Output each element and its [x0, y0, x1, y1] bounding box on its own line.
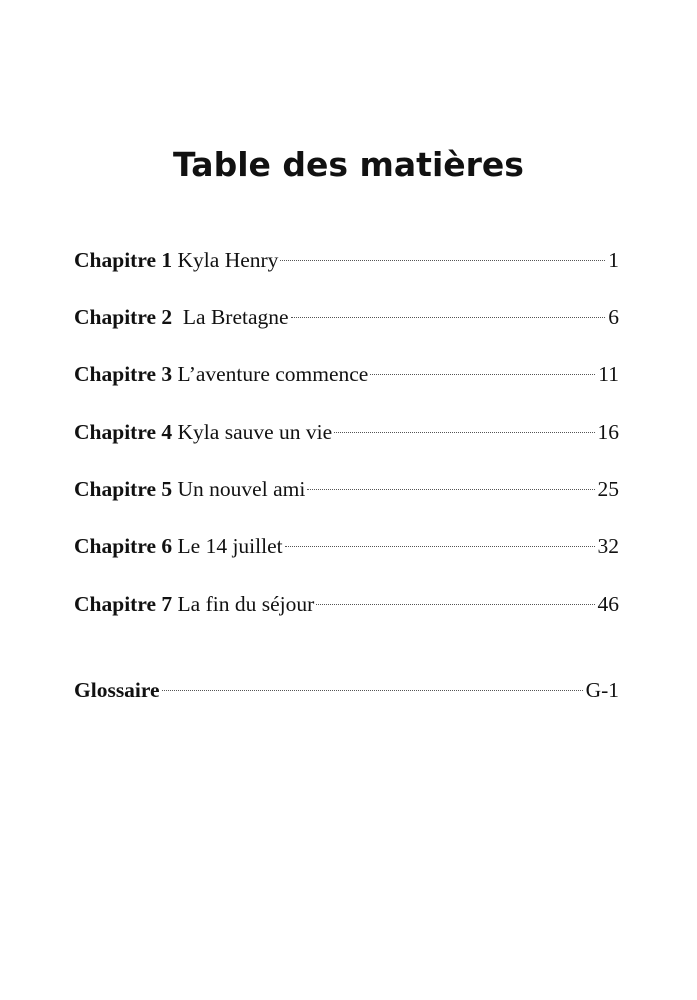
page-number: 1 [608, 248, 619, 272]
page-number: 25 [597, 477, 619, 501]
chapter-label: Chapitre 7 [74, 592, 173, 616]
chapter-title: La Bretagne [177, 305, 289, 329]
chapter-title: La fin du séjour [177, 592, 315, 616]
dot-leader [285, 546, 595, 547]
page-number: 6 [608, 305, 619, 329]
toc-entry-chapter-1 [74, 244, 619, 276]
toc-entry-chapter-5 [74, 473, 619, 505]
chapter-label: Chapitre 4 [74, 420, 173, 444]
dot-leader [280, 260, 605, 261]
chapter-title: L’aventure commence [177, 362, 369, 386]
dot-leader [370, 374, 595, 375]
page-number: 46 [597, 592, 619, 616]
chapter-title: Un nouvel ami [177, 477, 306, 501]
glossary-label: Glossaire [74, 678, 160, 702]
page-number: 11 [598, 362, 619, 386]
page-number: G-1 [585, 678, 619, 702]
chapter-label: Chapitre 5 [74, 477, 173, 501]
chapter-label: Chapitre 1 [74, 248, 173, 272]
chapter-title: Kyla sauve un vie [177, 420, 333, 444]
chapter-label: Chapitre 2 [74, 305, 173, 329]
toc-entry-chapter-2 [74, 301, 619, 333]
toc-entry-chapter-7 [74, 588, 619, 620]
toc-entry-chapter-3 [74, 358, 619, 390]
chapter-label: Chapitre 3 [74, 362, 173, 386]
chapter-title: Le 14 juillet [177, 534, 283, 558]
page-number: 32 [597, 534, 619, 558]
dot-leader [291, 317, 606, 318]
toc-entry-chapter-4 [74, 416, 619, 448]
dot-leader [334, 432, 594, 433]
chapter-title: Kyla Henry [177, 248, 279, 272]
page-number: 16 [597, 420, 619, 444]
page-title: Table des matières [173, 145, 524, 184]
dot-leader [162, 690, 583, 691]
toc-entry-glossary [74, 674, 619, 706]
chapter-label: Chapitre 6 [74, 534, 173, 558]
toc-entry-chapter-6 [74, 530, 619, 562]
dot-leader [307, 489, 594, 490]
dot-leader [316, 604, 594, 605]
